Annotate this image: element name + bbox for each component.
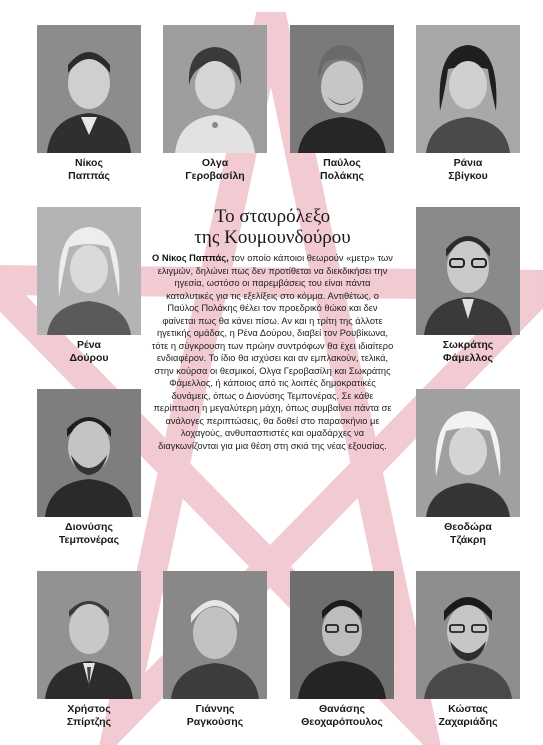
article-title-line2: της Κουμουνδούρου — [194, 227, 351, 248]
person-card — [416, 207, 520, 365]
person-last-name: Παππάς — [68, 170, 110, 182]
person-first-name: Παύλος — [323, 157, 361, 169]
person-card — [290, 571, 394, 729]
person-last-name: Πολάκης — [320, 170, 364, 182]
article-block — [150, 206, 395, 452]
person-last-name: Ραγκούσης — [186, 716, 244, 728]
person-last-name: Δούρου — [69, 352, 109, 364]
portrait-photo — [416, 389, 520, 517]
person-card — [416, 25, 520, 183]
portrait-photo — [37, 25, 141, 153]
portrait-photo — [290, 571, 394, 699]
person-last-name: Φάμελλος — [443, 352, 493, 364]
person-card — [37, 207, 141, 365]
person-last-name: Σπίρτζης — [66, 716, 112, 728]
person-first-name: Ράνια — [453, 157, 483, 169]
person-last-name: Θεοχαρόπουλος — [301, 716, 383, 728]
portrait-photo — [416, 571, 520, 699]
person-first-name: Κώστας — [448, 703, 488, 715]
person-card — [163, 571, 267, 729]
portrait-photo — [37, 389, 141, 517]
portrait-photo — [37, 571, 141, 699]
person-first-name: Θεοδώρα — [444, 521, 492, 533]
article-title — [150, 206, 395, 248]
person-last-name: Τζάκρη — [450, 534, 486, 546]
portrait-photo — [290, 25, 394, 153]
person-last-name: Τεμπονέρας — [58, 534, 120, 546]
person-first-name: Χρήστος — [67, 703, 111, 715]
person-card — [37, 25, 141, 183]
person-last-name: Σβίγκου — [448, 170, 488, 182]
article-body — [150, 252, 395, 452]
person-last-name: Γεροβασίλη — [185, 170, 245, 182]
article-lead-name: Ο Νίκος Παππάς, — [152, 253, 229, 263]
article-body-text: τον οποίο κάποιοι θεωρούν «μετρ» των ελιγμών, δηλώνει πως δεν προτίθεται να διεκδικήσει την ηγεσία, ωστόσο οι παρεμβάσεις του είναι πάντα καταλυτικές για τις εξελίξεις στο κόμμα. Αντιθέτως, ο Παύλος Πολάκης θέλει τον προεδρικό θώκο και δεν φαίνεται πως θα κάνει πίσω. Αν και η τρίτη της άλλοτε ηγετικής ομάδας, η Ρένα Δούρου, διαβεί τον Ρουβίκωνα, τότε η σύγκρουση των πρώην συντρόφων θα έχει ιδιαίτερο ενδιαφέρον. Το ίδιο θα ισχύσει και αν εμπλακούν, τελικά, στην κούρσα οι θεσμικοί, Ολγα Γεροβασίλη και Σωκράτης Φάμελλος, ή κάποιος από τις λοιπές δημοκρατικές δυνάμεις, όπως ο Διονύσης Τεμπονέρας. Σε κάθε περίπτωση η μεγαλύτερη μάχη, όπως συμβαίνει πάντα σε ανάλογες περιπτώσεις, θα δοθεί στο παρασκήνιο με λοχαγούς, ανθυπασπιστές και ομαδάρχες να διαγκωνίζονται για μια θέση στη σκιά της νέας εξουσίας. — [151, 253, 394, 451]
person-last-name: Ζαχαριάδης — [438, 716, 498, 728]
portrait-photo — [416, 25, 520, 153]
person-first-name: Σωκράτης — [442, 339, 494, 351]
portrait-photo — [37, 207, 141, 335]
person-card — [290, 25, 394, 183]
portrait-photo — [163, 571, 267, 699]
article-title-line1: Το σταυρόλεξο — [214, 206, 331, 227]
person-card — [37, 389, 141, 547]
person-card — [37, 571, 141, 729]
portrait-photo — [163, 25, 267, 153]
person-first-name: Διονύσης — [65, 521, 113, 533]
person-card — [416, 571, 520, 729]
person-card — [163, 25, 267, 183]
person-first-name: Γιάννης — [195, 703, 235, 715]
person-card — [416, 389, 520, 547]
person-first-name: Νίκος — [75, 157, 103, 169]
portrait-photo — [416, 207, 520, 335]
person-first-name: Ολγα — [201, 157, 229, 169]
person-first-name: Ρένα — [76, 339, 102, 351]
person-first-name: Θανάσης — [319, 703, 365, 715]
